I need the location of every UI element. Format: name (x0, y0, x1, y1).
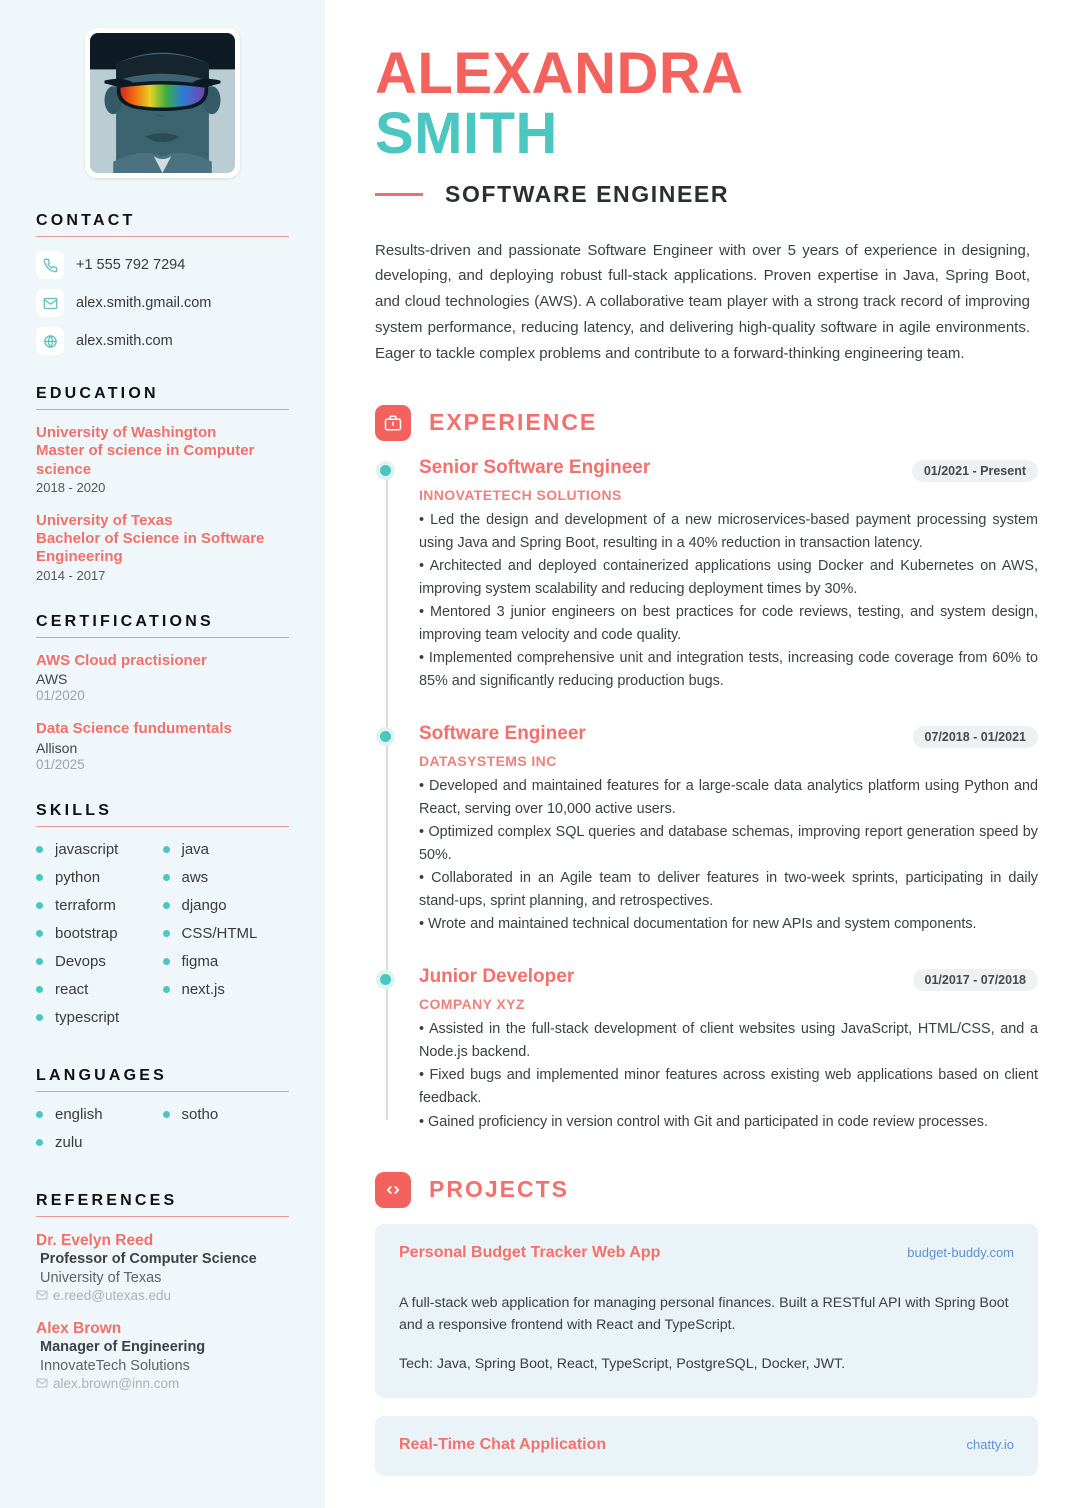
experience-entry-header (419, 723, 1038, 748)
bullet-dot-icon (163, 902, 170, 909)
experience-section-header (375, 405, 1038, 441)
job-role-title: SOFTWARE ENGINEER (445, 180, 730, 207)
skill-label: terraform (55, 896, 116, 914)
language-item (36, 1134, 163, 1151)
skill-label: figma (181, 952, 219, 970)
role-row (375, 181, 1038, 208)
education-heading: EDUCATION (36, 385, 289, 410)
reference-item (36, 1319, 289, 1391)
reference-email: e.reed@utexas.edu (53, 1287, 172, 1303)
certification-title: Data Science fundumentals (36, 720, 232, 738)
project-name: Real-Time Chat Application (399, 1435, 607, 1453)
education-years: 2014 - 2017 (36, 567, 106, 583)
skill-item (36, 981, 163, 998)
certifications-section (36, 613, 289, 772)
skill-item (36, 1009, 163, 1026)
language-item (36, 1106, 163, 1123)
project-card-header (399, 1436, 1014, 1454)
language-label: english (55, 1105, 103, 1123)
briefcase-icon (375, 405, 411, 441)
envelope-icon (36, 289, 64, 317)
certifications-heading: CERTIFICATIONS (36, 613, 289, 638)
avatar-artwork (90, 33, 235, 173)
projects-section-header (375, 1172, 1038, 1208)
contact-section (36, 212, 289, 355)
bullet-dot-icon (36, 902, 43, 909)
project-card (375, 1416, 1038, 1476)
experience-entry (419, 966, 1038, 1133)
bullet-dot-icon (163, 846, 170, 853)
education-degree: Master of science in Computer science (36, 442, 255, 478)
skill-label: python (55, 868, 101, 886)
bullet-dot-icon (163, 874, 170, 881)
skill-label: react (55, 980, 89, 998)
experience-date-badge: 07/2018 - 01/2021 (913, 726, 1038, 748)
experience-bullet: • Optimized complex SQL queries and database schemas, improving report generation speed by 50%. (419, 824, 1038, 864)
experience-heading: EXPERIENCE (429, 409, 598, 436)
skill-item (163, 897, 290, 914)
experience-entry-header (419, 966, 1038, 991)
certification-org: Allison (36, 739, 78, 756)
bullet-dot-icon (163, 1111, 170, 1118)
reference-role: Manager of Engineering (40, 1339, 206, 1356)
experience-bullet: • Gained proficiency in version control with Git and participated in code review processes. (419, 1113, 988, 1130)
projects-heading: PROJECTS (429, 1176, 569, 1203)
skill-label: Devops (55, 952, 106, 970)
certification-item (36, 652, 289, 703)
globe-icon (36, 327, 64, 355)
contact-heading: CONTACT (36, 212, 289, 237)
bullet-dot-icon (36, 1014, 43, 1021)
reference-role: Professor of Computer Science (40, 1251, 257, 1268)
contact-item-phone[interactable] (36, 251, 289, 279)
education-item (36, 512, 289, 583)
project-card (375, 1224, 1038, 1398)
experience-bullet: • Fixed bugs and implemented minor features across existing web applications based on client feedback. (419, 1067, 1038, 1107)
skill-item (163, 981, 290, 998)
bullet-dot-icon (36, 958, 43, 965)
bullet-dot-icon (36, 1139, 43, 1146)
reference-name: Dr. Evelyn Reed (36, 1231, 154, 1249)
education-school: University of Washington (36, 424, 217, 441)
certification-date: 01/2025 (36, 756, 85, 772)
education-item (36, 424, 289, 495)
skill-label: django (181, 896, 227, 914)
bullet-dot-icon (163, 930, 170, 937)
education-school: University of Texas (36, 511, 173, 529)
skill-item (163, 925, 290, 942)
sidebar (0, 0, 325, 1508)
skill-item (36, 841, 163, 858)
last-name: SMITH (375, 101, 558, 167)
language-item (163, 1106, 290, 1123)
skill-item (36, 953, 163, 970)
project-link[interactable]: chatty.io (966, 1436, 1014, 1452)
education-years: 2018 - 2020 (36, 479, 106, 495)
envelope-icon (36, 1289, 48, 1301)
language-label: sotho (181, 1105, 219, 1123)
experience-bullet: • Mentored 3 junior engineers on best practices for code reviews, testing, and system design, improving team velocity and code quality. (419, 603, 1038, 643)
bullet-dot-icon (163, 986, 170, 993)
project-card-header (399, 1244, 1014, 1262)
skill-label: next.js (181, 980, 225, 998)
references-heading: REFERENCES (36, 1192, 289, 1217)
experience-company: COMPANY XYZ (419, 996, 525, 1013)
skills-list (36, 841, 289, 1037)
experience-job-title: Software Engineer (419, 722, 586, 744)
experience-timeline (375, 457, 1038, 1134)
bullet-dot-icon (36, 1111, 43, 1118)
contact-item-email[interactable] (36, 289, 289, 317)
language-label: zulu (55, 1133, 83, 1151)
bullet-dot-icon (36, 930, 43, 937)
experience-bullet: • Assisted in the full-stack development of client websites using JavaScript, HTML/CSS, and a Node.js backend. (419, 1021, 1038, 1061)
experience-job-title: Senior Software Engineer (419, 456, 651, 478)
bullet-dot-icon (36, 874, 43, 881)
role-dash-divider (375, 193, 423, 196)
experience-date-badge: 01/2021 - Present (912, 460, 1038, 482)
reference-email: alex.brown@inn.com (53, 1375, 180, 1391)
project-name: Personal Budget Tracker Web App (399, 1243, 661, 1261)
bullet-dot-icon (36, 846, 43, 853)
skill-item (36, 897, 163, 914)
project-link[interactable]: budget-buddy.com (907, 1244, 1014, 1260)
certification-item (36, 720, 289, 771)
skill-item (36, 925, 163, 942)
experience-bullet: • Implemented comprehensive unit and integration tests, increasing code coverage from 60% to 85% and significantly reducing production bugs. (419, 649, 1038, 689)
contact-email-value: alex.smith.gmail.com (76, 295, 212, 311)
reference-email-row[interactable] (36, 1376, 289, 1391)
phone-icon (36, 251, 64, 279)
languages-heading: LANGUAGES (36, 1067, 289, 1092)
contact-item-website[interactable] (36, 327, 289, 355)
reference-org: University of Texas (40, 1269, 162, 1286)
profile-avatar-illustration (90, 33, 235, 173)
certification-org: AWS (36, 671, 68, 688)
reference-org: InnovateTech Solutions (40, 1358, 190, 1375)
skills-heading: SKILLS (36, 802, 289, 827)
skill-item (163, 841, 290, 858)
experience-bullet: • Led the design and development of a new microservices-based payment processing system using Java and Spring Boot, resulting in a 40% reduction in transaction latency. (419, 511, 1038, 551)
experience-bullet: • Collaborated in an Agile team to deliver features in two-week sprints, participating in daily stand-ups, sprint planning, and retrospectives. (419, 870, 1038, 910)
skills-section (36, 802, 289, 1037)
certification-title: AWS Cloud practisioner (36, 651, 207, 669)
skill-label: bootstrap (55, 924, 118, 942)
experience-entry (419, 723, 1038, 936)
experience-bullet: • Wrote and maintained technical documentation for new APIs and system components. (419, 916, 977, 933)
envelope-icon (36, 1377, 48, 1389)
education-degree: Bachelor of Science in Software Engineering (36, 530, 265, 566)
experience-date-badge: 01/2017 - 07/2018 (913, 969, 1038, 991)
languages-list (36, 1106, 289, 1162)
experience-entry-header (419, 457, 1038, 482)
skill-item (163, 869, 290, 886)
experience-bullet: • Architected and deployed containerized applications using Docker and Kubernetes on AWS, improving system scalability and reducing deployment times by 30%. (419, 557, 1038, 597)
skill-label: CSS/HTML (181, 924, 258, 942)
reference-name: Alex Brown (36, 1319, 122, 1337)
skill-label: typescript (55, 1008, 120, 1026)
references-section (36, 1192, 289, 1391)
experience-company: INNOVATETECH SOLUTIONS (419, 486, 622, 503)
reference-item (36, 1231, 289, 1303)
bullet-dot-icon (163, 958, 170, 965)
education-section (36, 385, 289, 583)
code-brackets-icon (375, 1172, 411, 1208)
project-tech-stack: Tech: Java, Spring Boot, React, TypeScript, PostgreSQL, Docker, JWT. (399, 1355, 846, 1372)
avatar (85, 28, 240, 178)
skill-label: javascript (55, 840, 119, 858)
certification-date: 01/2020 (36, 688, 85, 704)
first-name: ALEXANDRA (375, 41, 744, 106)
professional-summary: Results-driven and passionate Software Engineer with over 5 years of experience in designing, developing, and deploying robust full-stack applications. Proven expertise in Java, Spring Boot, and cloud technologies (AWS). A collaborative team player with a strong track record of improving system performance, reducing latency, and delivering high-quality software in agile environments. Eager to tackle complex problems and contribute to a forward-thinking engineering team. (375, 241, 1030, 362)
experience-entry (419, 457, 1038, 693)
contact-phone-value: +1 555 792 7294 (76, 257, 186, 273)
experience-bullet: • Developed and maintained features for a large-scale data analytics platform using Python and React, serving over 10,000 active users. (419, 777, 1038, 818)
bullet-dot-icon (36, 986, 43, 993)
experience-company: DATASYSTEMS INC (419, 752, 557, 769)
experience-job-title: Junior Developer (419, 966, 575, 988)
languages-section (36, 1067, 289, 1162)
project-description: A full-stack web application for managing personal finances. Built a RESTful API with Spring Boot and a responsive frontend with React and TypeScript. (399, 1294, 1009, 1334)
contact-website-value: alex.smith.com (76, 333, 173, 349)
reference-email-row[interactable] (36, 1288, 289, 1303)
skill-item (163, 953, 290, 970)
skill-item (36, 869, 163, 886)
skill-label: aws (181, 868, 209, 886)
main-content (325, 0, 1080, 1508)
skill-label: java (181, 840, 210, 858)
